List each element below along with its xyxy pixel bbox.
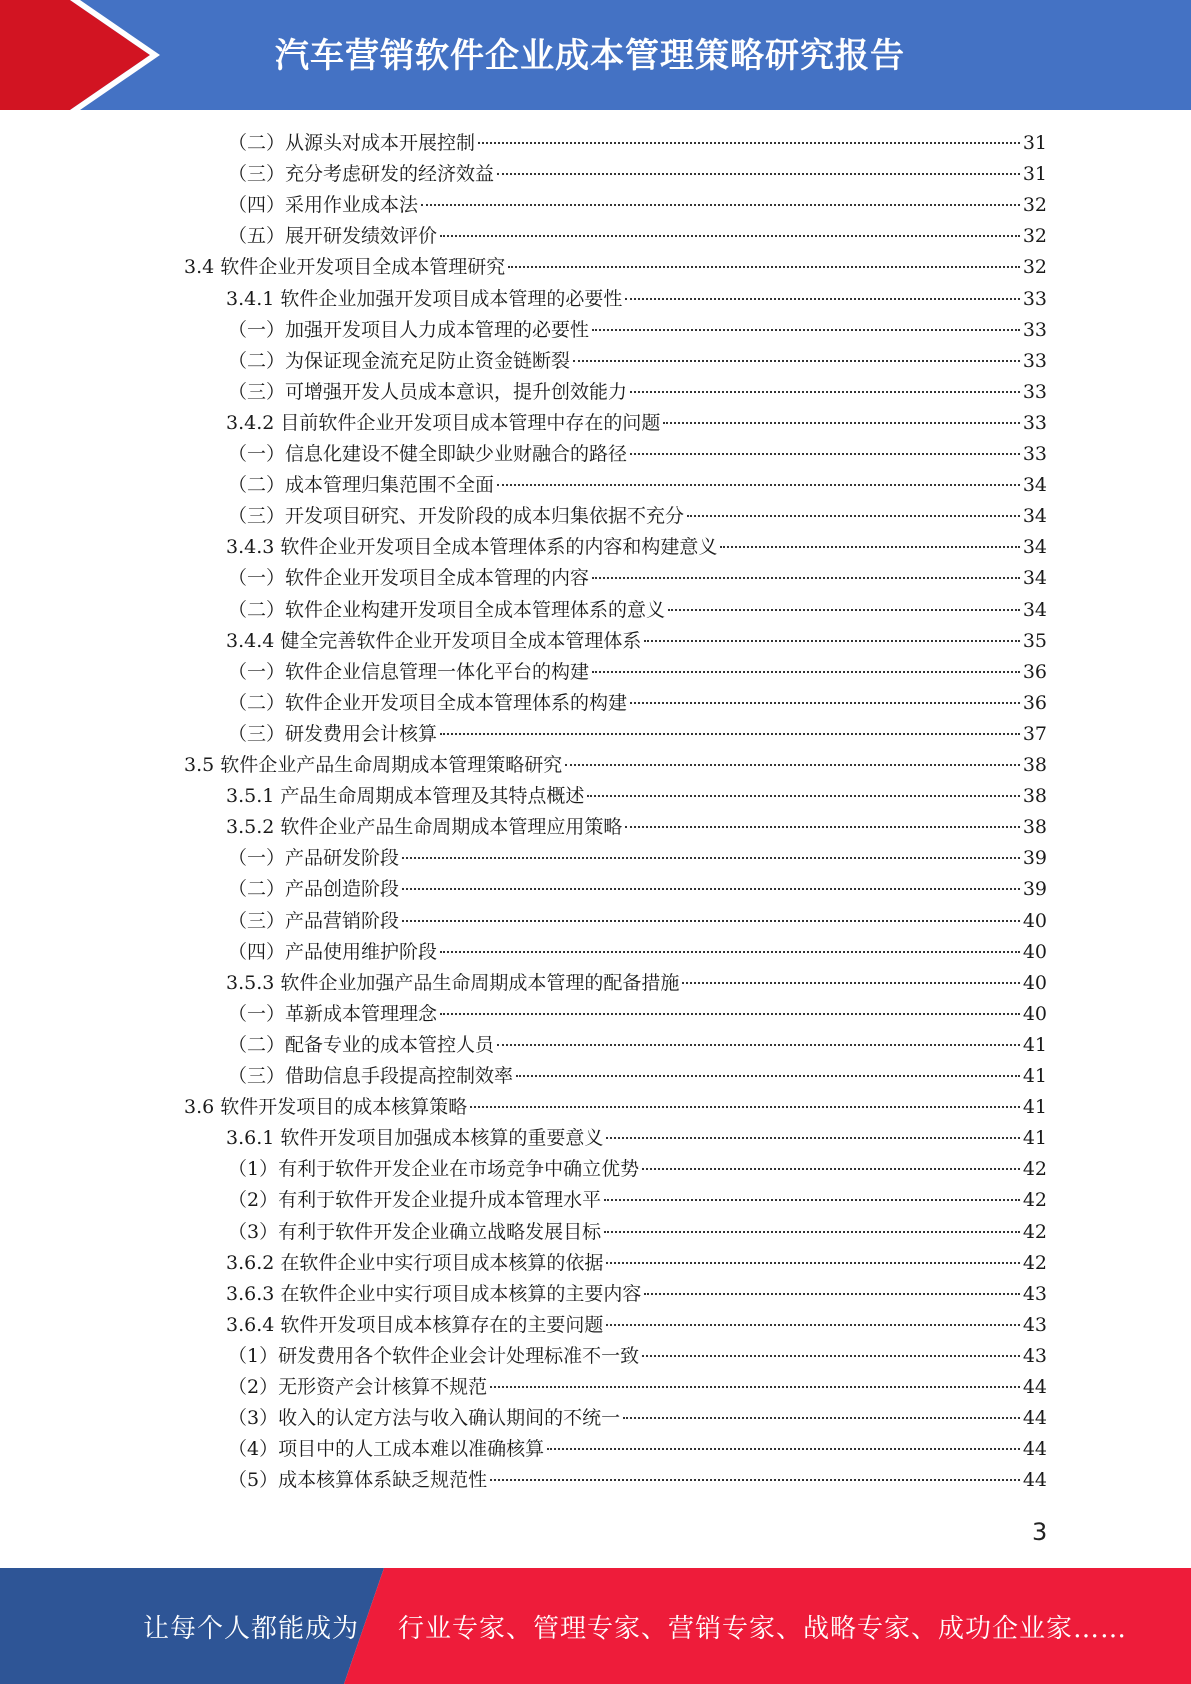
toc-entry-page-number: 34 (1022, 567, 1047, 590)
toc-dot-leader (440, 733, 1020, 735)
toc-entry[interactable] (228, 843, 1047, 874)
toc-entry[interactable] (226, 781, 1047, 812)
toc-dot-leader (663, 422, 1019, 424)
toc-dot-leader (625, 298, 1019, 300)
toc-entry-page-number: 37 (1022, 722, 1047, 745)
toc-dot-leader (440, 951, 1020, 953)
document-title: 汽车营销软件企业成本管理策略研究报告 (275, 36, 905, 76)
toc-entry-label: 3.4.4 健全完善软件企业开发项目全成本管理体系 (226, 629, 642, 652)
toc-dot-leader (478, 142, 1020, 144)
toc-dot-leader (592, 577, 1020, 579)
toc-entry-page-number: 34 (1022, 536, 1047, 559)
page-header (0, 0, 1191, 110)
toc-entry-page-number: 43 (1022, 1344, 1047, 1367)
toc-entry[interactable] (228, 1217, 1047, 1248)
toc-entry[interactable] (228, 937, 1047, 968)
toc-entry-page-number: 42 (1022, 1251, 1047, 1274)
toc-dot-leader (642, 1168, 1020, 1170)
toc-entry-label: （二）软件企业构建开发项目全成本管理体系的意义 (228, 598, 666, 621)
footer-slogan-left: 让每个人都能成为 (143, 1614, 360, 1644)
toc-dot-leader (402, 920, 1020, 922)
toc-dot-leader (497, 484, 1020, 486)
toc-dot-leader (630, 391, 1020, 393)
toc-entry-page-number: 41 (1022, 1033, 1047, 1056)
toc-entry-label: 3.6.4 软件开发项目成本核算存在的主要问题 (226, 1313, 604, 1336)
toc-dot-leader (625, 826, 1019, 828)
toc-entry-label: 3.4.1 软件企业加强开发项目成本管理的必要性 (226, 287, 623, 310)
toc-entry-label: 3.6.1 软件开发项目加强成本核算的重要意义 (226, 1127, 604, 1150)
toc-dot-leader (592, 329, 1020, 331)
page-number: 3 (1032, 1518, 1048, 1546)
toc-entry-page-number: 42 (1022, 1220, 1047, 1243)
toc-entry[interactable] (228, 159, 1047, 190)
toc-entry-label: （二）产品创造阶段 (228, 878, 400, 901)
toc-entry-page-number: 33 (1022, 287, 1047, 310)
toc-entry[interactable] (228, 315, 1047, 346)
toc-entry[interactable] (228, 595, 1047, 626)
toc-entry-page-number: 39 (1022, 878, 1047, 901)
toc-entry[interactable] (228, 346, 1047, 377)
toc-entry-label: （三）充分考虑研发的经济效益 (228, 163, 495, 186)
toc-dot-leader (402, 857, 1020, 859)
toc-entry-label: 3.5 软件企业产品生命周期成本管理策略研究 (184, 754, 563, 776)
toc-dot-leader (490, 1386, 1020, 1388)
toc-entry-page-number: 41 (1022, 1127, 1047, 1150)
toc-dot-leader (720, 546, 1019, 548)
toc-entry-label: （2）无形资产会计核算不规范 (228, 1376, 488, 1398)
toc-dot-leader (604, 1199, 1020, 1201)
toc-entry-page-number: 34 (1022, 474, 1047, 497)
toc-entry-label: （五）展开研发绩效评价 (228, 225, 438, 248)
toc-entry-label: 3.6.3 在软件企业中实行项目成本核算的主要内容 (226, 1282, 642, 1305)
toc-entry-label: 3.4 软件企业开发项目全成本管理研究 (184, 256, 506, 279)
toc-entry-page-number: 36 (1022, 691, 1047, 714)
toc-entry-page-number: 42 (1022, 1158, 1047, 1181)
toc-dot-leader (644, 1293, 1019, 1295)
toc-dot-leader (490, 1479, 1020, 1481)
toc-entry[interactable] (228, 1341, 1047, 1372)
toc-dot-leader (606, 1262, 1019, 1264)
toc-entry-page-number: 32 (1022, 256, 1047, 279)
toc-entry-page-number: 33 (1022, 349, 1047, 372)
toc-entry[interactable] (228, 719, 1047, 750)
toc-entry[interactable] (228, 688, 1047, 719)
toc-entry[interactable] (184, 1092, 1047, 1123)
toc-entry[interactable] (228, 657, 1047, 688)
toc-dot-leader (497, 1044, 1020, 1046)
toc-entry-label: （一）软件企业开发项目全成本管理的内容 (228, 567, 590, 590)
toc-dot-leader (470, 1106, 1020, 1108)
toc-entry-label: （二）软件企业开发项目全成本管理体系的构建 (228, 691, 628, 714)
toc-entry-label: （一）软件企业信息管理一体化平台的构建 (228, 660, 590, 683)
toc-dot-leader (402, 888, 1020, 890)
toc-entry[interactable] (226, 968, 1047, 999)
toc-entry-label: （一）革新成本管理理念 (228, 1002, 438, 1025)
toc-entry[interactable] (228, 501, 1047, 532)
toc-dot-leader (687, 515, 1020, 517)
toc-entry-label: （1）研发费用各个软件企业会计处理标准不一致 (228, 1344, 640, 1367)
toc-entry[interactable] (228, 190, 1047, 221)
toc-entry-label: （一）产品研发阶段 (228, 847, 400, 870)
toc-entry-label: （二）从源头对成本开展控制 (228, 132, 476, 154)
toc-entry-label: （二）成本管理归集范围不全面 (228, 474, 495, 497)
toc-dot-leader (440, 1013, 1020, 1015)
toc-entry-label: 3.4.3 软件企业开发项目全成本管理体系的内容和构建意义 (226, 536, 718, 559)
toc-entry-page-number: 44 (1022, 1438, 1047, 1461)
toc-entry-page-number: 33 (1022, 380, 1047, 403)
toc-entry-page-number: 33 (1022, 318, 1047, 341)
toc-entry-label: （三）开发项目研究、开发阶段的成本归集依据不充分 (228, 505, 685, 528)
toc-entry[interactable] (228, 377, 1047, 408)
toc-entry-page-number: 38 (1022, 785, 1047, 808)
toc-entry-page-number: 41 (1022, 1065, 1047, 1087)
toc-entry[interactable] (228, 563, 1047, 594)
toc-entry[interactable] (226, 1279, 1047, 1310)
toc-entry-label: 3.4.2 目前软件企业开发项目成本管理中存在的问题 (226, 411, 661, 434)
toc-entry[interactable] (228, 1030, 1047, 1061)
toc-entry-page-number: 33 (1022, 411, 1047, 434)
toc-entry[interactable] (226, 812, 1047, 843)
toc-entry-page-number: 40 (1022, 940, 1047, 963)
toc-entry-page-number: 42 (1022, 1189, 1047, 1212)
toc-entry-label: 3.5.2 软件企业产品生命周期成本管理应用策略 (226, 816, 623, 839)
toc-dot-leader (623, 1417, 1020, 1419)
toc-dot-leader (565, 764, 1020, 766)
toc-entry-page-number: 38 (1022, 816, 1047, 839)
toc-entry-label: （一）加强开发项目人力成本管理的必要性 (228, 318, 590, 341)
toc-entry-page-number: 33 (1022, 443, 1047, 465)
toc-entry-page-number: 32 (1022, 194, 1047, 217)
toc-dot-leader (682, 982, 1019, 984)
toc-entry-label: 3.5.3 软件企业加强产品生命周期成本管理的配备措施 (226, 971, 680, 994)
toc-entry-page-number: 38 (1022, 754, 1047, 776)
toc-dot-leader (440, 235, 1020, 237)
toc-entry-page-number: 43 (1022, 1282, 1047, 1305)
toc-dot-leader (644, 640, 1019, 642)
toc-dot-leader (606, 1324, 1019, 1326)
toc-entry-page-number: 31 (1022, 132, 1047, 154)
toc-entry-page-number: 44 (1022, 1376, 1047, 1398)
toc-dot-leader (508, 266, 1020, 268)
toc-dot-leader (606, 1137, 1019, 1139)
toc-entry-label: （四）产品使用维护阶段 (228, 940, 438, 963)
toc-dot-leader (642, 1355, 1020, 1357)
toc-entry[interactable] (228, 1185, 1047, 1216)
toc-entry[interactable] (228, 470, 1047, 501)
toc-entry[interactable] (184, 252, 1047, 283)
toc-entry-page-number: 35 (1022, 629, 1047, 652)
toc-entry[interactable] (228, 1465, 1047, 1496)
toc-entry-label: （三）可增强开发人员成本意识，提升创效能力 (228, 380, 628, 403)
toc-entry-page-number: 34 (1022, 505, 1047, 528)
toc-entry-label: （4）项目中的人工成本难以准确核算 (228, 1438, 545, 1461)
toc-entry-page-number: 39 (1022, 847, 1047, 870)
footer-slogan-right: 行业专家、管理专家、营销专家、战略专家、成功企业家…… (398, 1614, 1128, 1644)
page-footer (0, 1568, 1191, 1684)
toc-entry-page-number: 40 (1022, 1002, 1047, 1025)
toc-entry-page-number: 40 (1022, 909, 1047, 932)
toc-entry-label: 3.5.1 产品生命周期成本管理及其特点概述 (226, 785, 585, 808)
toc-entry-label: （三）研发费用会计核算 (228, 722, 438, 745)
toc-entry-label: （1）有利于软件开发企业在市场竞争中确立优势 (228, 1158, 640, 1181)
toc-entry-page-number: 41 (1022, 1096, 1047, 1119)
toc-entry[interactable] (228, 221, 1047, 252)
toc-dot-leader (587, 795, 1019, 797)
toc-entry-page-number: 43 (1022, 1313, 1047, 1336)
toc-dot-leader (592, 671, 1020, 673)
toc-entry[interactable] (226, 1310, 1047, 1341)
toc-dot-leader (421, 204, 1020, 206)
toc-entry-label: （3）有利于软件开发企业确立战略发展目标 (228, 1220, 602, 1243)
toc-entry-label: （二）为保证现金流充足防止资金链断裂 (228, 349, 571, 372)
toc-entry[interactable] (226, 408, 1047, 439)
toc-entry-page-number: 44 (1022, 1469, 1047, 1492)
toc-entry-label: （三）产品营销阶段 (228, 909, 400, 932)
toc-entry-page-number: 36 (1022, 660, 1047, 683)
toc-entry-page-number: 44 (1022, 1407, 1047, 1430)
toc-entry-page-number: 40 (1022, 971, 1047, 994)
toc-dot-leader (573, 360, 1020, 362)
toc-entry[interactable] (228, 999, 1047, 1030)
toc-entry-label: （5）成本核算体系缺乏规范性 (228, 1469, 488, 1492)
toc-entry-label: 3.6 软件开发项目的成本核算策略 (184, 1096, 468, 1119)
toc-entry-label: （二）配备专业的成本管控人员 (228, 1033, 495, 1056)
toc-entry-label: 3.6.2 在软件企业中实行项目成本核算的依据 (226, 1251, 604, 1274)
toc-entry[interactable] (228, 128, 1047, 159)
toc-entry-label: （3）收入的认定方法与收入确认期间的不统一 (228, 1407, 621, 1430)
toc-entry[interactable] (228, 1061, 1047, 1092)
toc-entry[interactable] (228, 439, 1047, 470)
toc-dot-leader (604, 1231, 1020, 1233)
toc-entry[interactable] (226, 284, 1047, 315)
toc-entry[interactable] (228, 1372, 1047, 1403)
toc-entry-page-number: 31 (1022, 163, 1047, 186)
toc-dot-leader (516, 1075, 1020, 1077)
toc-entry[interactable] (228, 906, 1047, 937)
toc-entry-page-number: 34 (1022, 598, 1047, 621)
toc-entry-label: （2）有利于软件开发企业提升成本管理水平 (228, 1189, 602, 1212)
toc-entry-label: （四）采用作业成本法 (228, 194, 419, 217)
toc-entry[interactable] (228, 1434, 1047, 1465)
toc-dot-leader (630, 702, 1020, 704)
toc-dot-leader (668, 609, 1020, 611)
toc-entry[interactable] (226, 1248, 1047, 1279)
toc-entry[interactable] (184, 750, 1047, 781)
toc-entry[interactable] (228, 1403, 1047, 1434)
toc-entry[interactable] (228, 874, 1047, 905)
toc-dot-leader (547, 1448, 1020, 1450)
toc-dot-leader (630, 453, 1020, 455)
toc-dot-leader (497, 173, 1020, 175)
toc-entry[interactable] (226, 626, 1047, 657)
toc-entry-page-number: 32 (1022, 225, 1047, 248)
toc-entry[interactable] (228, 1154, 1047, 1185)
toc-entry-label: （一）信息化建设不健全即缺少业财融合的路径 (228, 443, 628, 465)
toc-entry-label: （三）借助信息手段提高控制效率 (228, 1065, 514, 1087)
toc-entry[interactable] (226, 532, 1047, 563)
toc-entry[interactable] (226, 1123, 1047, 1154)
